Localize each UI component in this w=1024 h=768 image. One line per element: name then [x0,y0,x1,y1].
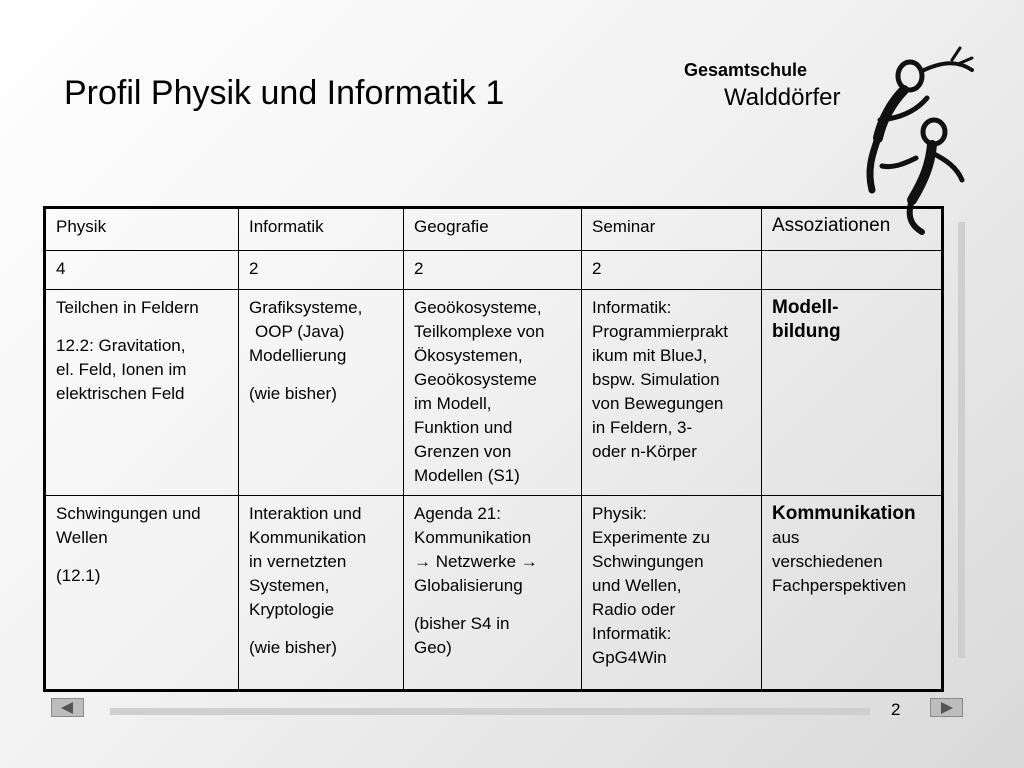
cell-line: Schwingungen [592,552,704,572]
table-row [45,290,943,496]
cell-line: Teilchen in Feldern [56,298,199,318]
cell-line: bildung [772,321,841,343]
cell-line: Geoökosysteme, [414,298,542,318]
cell-line: Kommunikation [414,528,532,548]
hours-assoziationen [762,250,943,290]
cell-line: bspw. Simulation [592,370,720,390]
cell-line: 12.2: Gravitation, [56,336,186,356]
hours-seminar: 2 [582,250,762,290]
cell-line: Wellen [56,528,108,548]
cell-line: Grenzen von [414,442,512,462]
hours-informatik: 2 [239,250,404,290]
cell-line: Systemen, [249,576,330,596]
cell-line: OOP (Java) [255,322,345,342]
cell-line: aus [772,528,800,548]
slide-title: Profil Physik und Informatik 1 [64,74,505,112]
header-geografie: Geografie [404,208,582,251]
cell-line: → Netzwerke → [414,552,538,572]
cell-line: von Bewegungen [592,394,724,414]
cell-line: GpG4Win [592,648,667,668]
cell-line: elektrischen Feld [56,384,185,404]
school-name-line2: Walddörfer [724,84,841,111]
cell-geografie [404,496,582,691]
cell-line: (bisher S4 in [414,614,510,634]
decorative-vertical-bar [958,222,965,658]
cell-seminar [582,290,762,496]
hours-physik: 4 [45,250,239,290]
cell-line: Geoökosysteme [414,370,537,390]
cell-line: Ökosystemen, [414,346,523,366]
next-slide-button[interactable] [930,698,963,717]
cell-physik [45,290,239,496]
page-number: 2 [891,700,901,719]
cell-line: Geo) [414,638,452,658]
cell-line: Modellen (S1) [414,466,520,486]
cell-line: Modellierung [249,346,347,366]
cell-line: Globalisierung [414,576,523,596]
cell-line: Informatik: [592,298,672,318]
cell-line: Experimente zu [592,528,711,548]
cell-line: im Modell, [414,394,492,414]
cell-informatik [239,496,404,691]
cell-line: Fachperspektiven [772,576,907,596]
hours-row [45,250,943,290]
cell-line: ikum mit BlueJ, [592,346,708,366]
cell-physik [45,496,239,691]
arrow-right-icon [941,702,953,714]
previous-slide-button[interactable] [51,698,84,717]
cell-line: oder n-Körper [592,442,697,462]
cell-geografie [404,290,582,496]
cell-line: in vernetzten [249,552,347,572]
cell-line: Modell- [772,297,839,319]
cell-line: el. Feld, Ionen im [56,360,187,380]
profile-table [43,206,944,692]
header-assoziationen: Assoziationen [762,208,943,251]
cell-line: verschiedenen [772,552,883,572]
cell-line: (wie bisher) [249,384,337,404]
cell-line: Schwingungen und [56,504,201,524]
cell-line: Interaktion und [249,504,362,524]
cell-line: Agenda 21: [414,504,501,524]
header-physik: Physik [45,208,239,251]
cell-line: Kommunikation [772,503,916,525]
cell-line: Programmierprakt [592,322,729,342]
school-name-line1: Gesamtschule [684,60,808,80]
header-row [45,208,943,251]
decorative-horizontal-bar [110,708,870,715]
table-row [45,496,943,691]
cell-line: Radio oder [592,600,676,620]
cell-assoziation [762,290,943,496]
hours-geografie: 2 [404,250,582,290]
cell-line: Grafiksysteme, [249,298,363,318]
arrow-left-icon [61,702,73,714]
cell-line: Teilkomplexe von [414,322,545,342]
header-informatik: Informatik [239,208,404,251]
cell-assoziation [762,496,943,691]
cell-line: Funktion und [414,418,513,438]
cell-line: Informatik: [592,624,672,644]
cell-line: und Wellen, [592,576,682,596]
cell-seminar [582,496,762,691]
cell-line: in Feldern, 3- [592,418,693,438]
header-seminar: Seminar [582,208,762,251]
cell-line: Physik: [592,504,647,524]
cell-line: (12.1) [56,566,101,586]
cell-line: Kryptologie [249,600,335,620]
cell-informatik [239,290,404,496]
cell-line: (wie bisher) [249,638,337,658]
cell-line: Kommunikation [249,528,367,548]
